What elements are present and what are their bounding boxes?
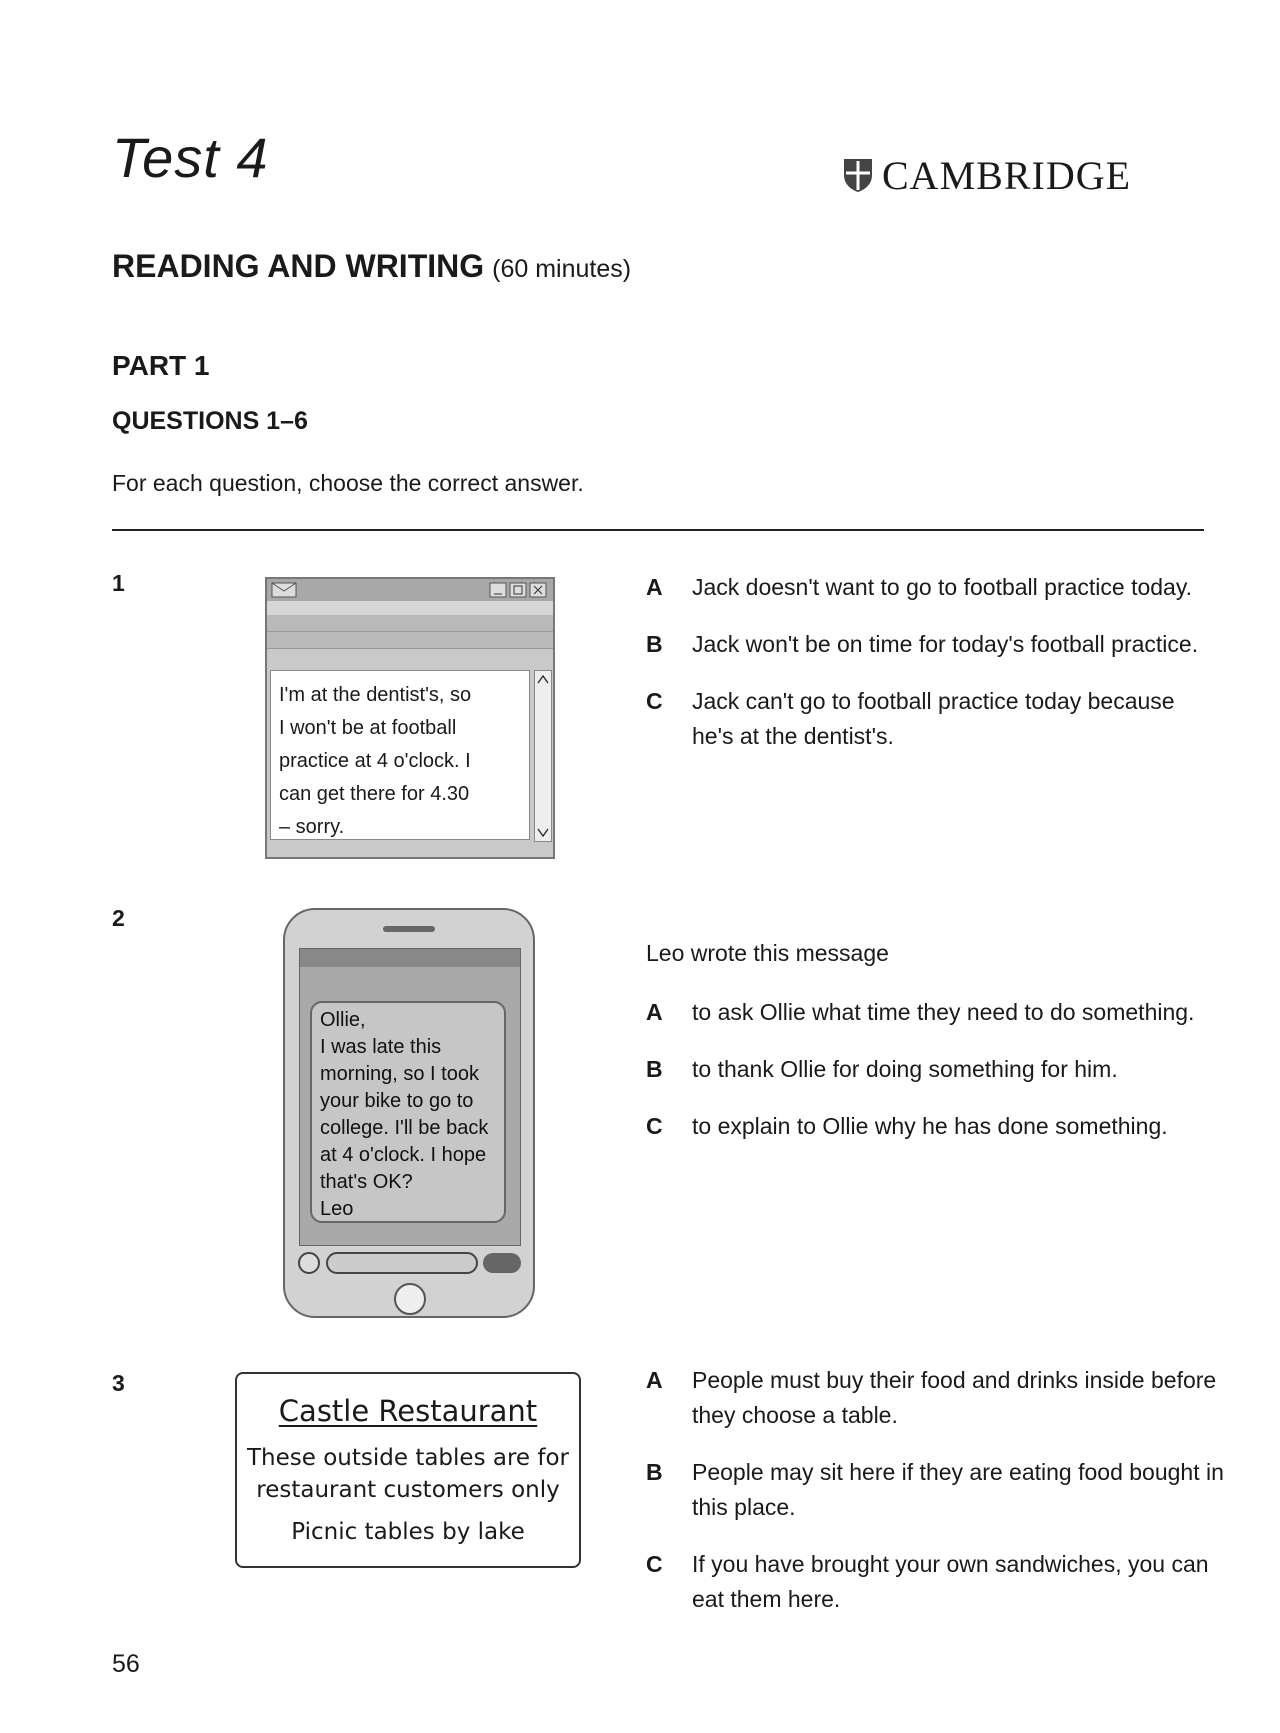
option-text: Jack doesn't want to go to football practice today. <box>692 574 1193 600</box>
questions-title: QUESTIONS 1–6 <box>112 407 308 435</box>
section-title <box>112 248 631 285</box>
email-body <box>270 670 530 840</box>
email-line: practice at 4 o'clock. I <box>279 750 471 772</box>
option-text: People must buy their food and drinks inside before they choose a table. <box>692 1367 1217 1428</box>
option-text: People may sit here if they are eating food bought in this place. <box>692 1459 1224 1520</box>
scroll-arrows-icon <box>535 671 551 841</box>
option-letter: A <box>646 1367 663 1393</box>
message-bubble <box>310 1001 506 1223</box>
option-text: to ask Ollie what time they need to do something. <box>692 999 1195 1025</box>
phone-speaker <box>383 926 435 932</box>
page-number: 56 <box>112 1650 140 1678</box>
shield-icon <box>842 157 874 193</box>
sign-line: restaurant customers only <box>256 1477 560 1503</box>
section-title-text: READING AND WRITING <box>112 248 485 284</box>
divider <box>112 529 1204 531</box>
option-letter: B <box>646 1056 663 1082</box>
phone-screen <box>299 948 521 1246</box>
option-1b[interactable] <box>646 627 1206 662</box>
envelope-icon <box>271 582 297 598</box>
question-number-3: 3 <box>112 1370 125 1396</box>
home-button-icon <box>394 1283 426 1315</box>
cambridge-logo <box>842 138 1154 212</box>
option-letter: C <box>646 1551 663 1577</box>
option-text: Jack won't be on time for today's football practice. <box>692 631 1199 657</box>
option-2b[interactable] <box>646 1052 1206 1087</box>
email-line: – sorry. <box>279 816 345 838</box>
option-text: to explain to Ollie why he has done something. <box>692 1113 1168 1139</box>
message-line: college. I'll be back <box>320 1117 489 1139</box>
option-text: Jack can't go to football practice today because he's at the dentist's. <box>692 688 1175 749</box>
question-number-2: 2 <box>112 905 125 931</box>
option-3b[interactable] <box>646 1455 1236 1525</box>
option-2a[interactable] <box>646 995 1206 1030</box>
option-letter: C <box>646 1113 663 1139</box>
restaurant-sign <box>235 1372 581 1568</box>
email-line: can get there for 4.30 <box>279 783 470 805</box>
option-2c[interactable] <box>646 1109 1206 1144</box>
options-q1 <box>646 570 1206 754</box>
option-1a[interactable] <box>646 570 1206 605</box>
message-line: Ollie, <box>320 1009 366 1031</box>
sign-title: Castle Restaurant <box>278 1394 538 1428</box>
option-letter: C <box>646 688 663 714</box>
option-3c[interactable] <box>646 1547 1236 1617</box>
email-menubar <box>267 601 553 615</box>
camera-icon <box>299 1253 319 1273</box>
sign-line: These outside tables are for <box>247 1445 569 1471</box>
instruction: For each question, choose the correct answer. <box>112 470 584 496</box>
message-line: your bike to go to <box>320 1090 474 1112</box>
email-titlebar <box>267 579 553 601</box>
send-icon <box>483 1253 521 1273</box>
email-scrollbar <box>534 670 552 842</box>
window-controls-icon <box>489 582 549 598</box>
option-letter: B <box>646 1459 663 1485</box>
message-line: Leo <box>320 1198 354 1220</box>
options-q3 <box>646 1363 1236 1617</box>
message-line: at 4 o'clock. I hope <box>320 1144 487 1166</box>
brand-name: CAMBRIDGE <box>882 152 1132 198</box>
email-to-field <box>267 632 553 649</box>
option-text: to thank Ollie for doing something for him. <box>692 1056 1118 1082</box>
sign-footer: Picnic tables by lake <box>291 1519 525 1545</box>
part-title: PART 1 <box>112 350 210 381</box>
option-letter: A <box>646 999 663 1025</box>
option-text: If you have brought your own sandwiches, you can eat them here. <box>692 1551 1209 1612</box>
text-input-field <box>327 1253 477 1273</box>
email-window <box>265 577 555 859</box>
message-line: that's OK? <box>320 1171 413 1193</box>
phone-status-bar <box>300 949 520 967</box>
test-title: Test 4 <box>112 126 269 189</box>
options-q2 <box>646 995 1206 1144</box>
sign-body <box>237 1442 579 1506</box>
email-from-field <box>267 615 553 632</box>
message-line: I was late this <box>320 1036 442 1058</box>
message-line: morning, so I took <box>320 1063 479 1085</box>
email-line: I won't be at football <box>279 717 457 739</box>
option-letter: A <box>646 574 663 600</box>
section-time: (60 minutes) <box>492 255 632 283</box>
phone <box>283 908 535 1318</box>
option-1c[interactable] <box>646 684 1206 754</box>
email-line: I'm at the dentist's, so <box>279 684 472 706</box>
option-3a[interactable] <box>646 1363 1236 1433</box>
q2-lead: Leo wrote this message <box>646 940 889 966</box>
option-letter: B <box>646 631 663 657</box>
phone-input-bar <box>291 1248 527 1278</box>
question-number-1: 1 <box>112 570 125 596</box>
